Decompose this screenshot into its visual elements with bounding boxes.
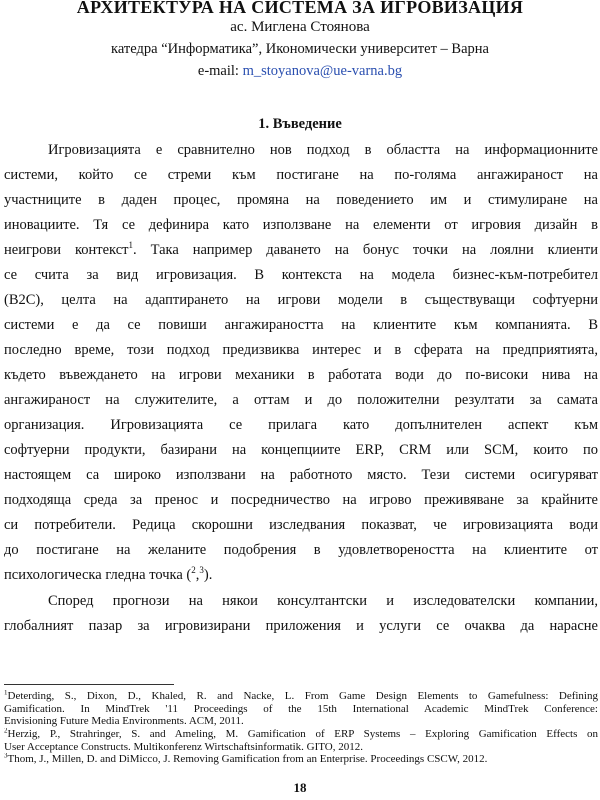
body-line: организация. Игровизацията се прилага като допълнителен аспект към (4, 417, 598, 433)
footnote-line: Gamification. In MindTrek '11 Proceedings of the 15th International Academic MindTrek Conference: (4, 702, 598, 715)
section-heading: 1. Въведение (258, 116, 342, 132)
footnote-1 (4, 690, 598, 728)
email-label: e-mail: (197, 63, 243, 79)
footnote-text: Deterding, S., Dixon, D., Khaled, R. and Nacke, L. From Game Design Elements to Gamefulness: Defining (7, 690, 598, 702)
body-text-run: , (195, 567, 200, 583)
footnote-number: 1 (4, 690, 8, 697)
footnote-ref[interactable]: 1 (128, 240, 133, 251)
footnote-line (4, 753, 598, 766)
body-text-run: ). (203, 567, 213, 583)
footnote-number: 2 (4, 728, 8, 735)
body-line: Игровизацията е сравнително нов подход в областта на информационните (48, 142, 598, 158)
footnote-ref[interactable]: 2 (191, 565, 196, 576)
author-affiliation: катедра “Информатика”, Икономически университет – Варна (111, 41, 489, 57)
body-line: софтуерни продукти, базирани на концепциите ERP, CRM или SCM, които по (4, 442, 598, 458)
author-email-line (0, 63, 600, 80)
footnote-divider (4, 684, 174, 685)
body-line: Според прогнози на някои консултантски и изследователски компании, (48, 593, 598, 609)
body-line: участниците в даден процес, промяна на поведението им и стимулиране на (4, 192, 598, 208)
footnote-ref[interactable]: 3 (199, 565, 204, 576)
body-line: където въвеждането на игрови механики в работата води до по-високи нива на (4, 367, 598, 383)
body-line: системи е да се повиши ангажираността на клиентите към компанията. В (4, 317, 598, 333)
body-line: ангажираност на служителите, а оттам и до положителни резултати за самата (4, 392, 598, 408)
body-line: подходяща среда за пренос и посредничество на игрово преживяване за крайните (4, 492, 598, 508)
body-text-run: неигрови контекст (4, 242, 129, 258)
email-link[interactable]: m_stoyanova@ue-varna.bg (242, 63, 403, 79)
body-line (4, 238, 598, 263)
footnote-text: Thom, J., Millen, D. and DiMicco, J. Removing Gamification from an Enterprise. Proceedings CSCW, 2012. (7, 753, 488, 765)
body-line: системи, който се стреми към постигане на по-голяма ангажираност на (4, 167, 598, 183)
body-line: (B2C), целта на адаптирането на игрови модели в съществуващи софтуерни (4, 292, 598, 308)
footnote-3 (4, 753, 598, 766)
body-line: до постигане на желаните подобрения в удовлетвореността на клиентите от (4, 542, 598, 558)
page-number: 18 (293, 780, 307, 795)
body-text-run: . Така например даването на бонус точки на лоялни клиенти (133, 242, 598, 258)
paper-title: АРХИТЕКТУРА НА СИСТЕМА ЗА ИГРОВИЗАЦИЯ (76, 0, 524, 17)
footnote-line (4, 690, 598, 703)
footnote-line: User Acceptance Constructs. Multikonferenz Wirtschaftsinformatik. GITO, 2012. (4, 740, 364, 753)
body-line: глобалният пазар за игровизирани приложения и услуги се очаква да нарасне (4, 618, 598, 634)
body-line: последно време, този подход предизвиква интерес и в сферата на предприятията, (4, 342, 598, 358)
body-line: настоящем са широко използвани на работното място. Тези системи осигуряват (4, 467, 598, 483)
body-text-run: психологическа гледна точка ( (4, 567, 192, 583)
footnote-line: Envisioning Future Media Environments. ACM, 2011. (4, 715, 244, 727)
body-line: си потребители. Редица скорошни изследвания показват, че игровизацията води (4, 517, 598, 533)
body-line: иновациите. Тя се дефинира като използване на елементи от игровия дизайн в (4, 217, 598, 233)
footnote-text: Herzig, P., Strahringer, S. and Ameling, M. Gamification of ERP Systems – Exploring Gamification Effects on (7, 728, 598, 740)
body-line (4, 563, 598, 588)
footnote-2 (4, 728, 598, 753)
author-name: ас. Миглена Стоянова (230, 19, 370, 35)
footnote-number: 3 (4, 753, 8, 760)
footnote-line (4, 728, 598, 741)
body-line: се счита за вид игровизация. В контекста на модела бизнес-към-потребител (4, 267, 598, 283)
